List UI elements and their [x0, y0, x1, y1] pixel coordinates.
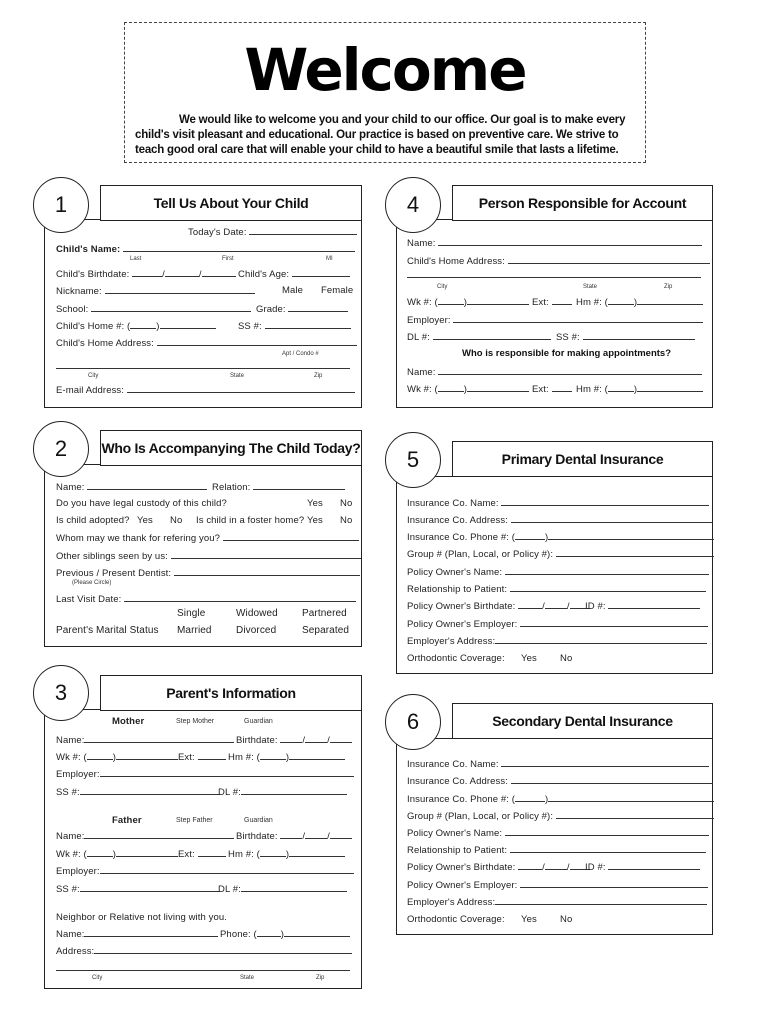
- paren: ): [545, 794, 549, 805]
- slash: /: [302, 735, 306, 746]
- name-label: Name:: [407, 238, 436, 249]
- welcome-title: Welcome: [244, 36, 526, 104]
- slash: /: [566, 862, 570, 873]
- last-visit-label: Last Visit Date:: [56, 594, 122, 605]
- marital-widowed[interactable]: Widowed: [236, 608, 278, 619]
- responsible-ext-field[interactable]: [532, 296, 572, 308]
- father-guardian-option[interactable]: Guardian: [244, 817, 273, 824]
- relationship-label: Relationship to Patient:: [407, 845, 508, 856]
- secondary-owner-employer-field[interactable]: [407, 879, 708, 891]
- section-2-title: Who Is Accompanying The Child Today?: [101, 440, 361, 456]
- siblings-field[interactable]: [56, 550, 361, 562]
- paren: ): [545, 532, 549, 543]
- appointments-ext-field[interactable]: [532, 383, 572, 395]
- father-dl-field[interactable]: [218, 883, 347, 895]
- relation-field[interactable]: [212, 481, 345, 493]
- responsible-address-field[interactable]: [407, 255, 710, 267]
- father-wk-field[interactable]: [56, 848, 178, 860]
- marital-divorced[interactable]: Divorced: [236, 625, 277, 636]
- todays-date-field[interactable]: [188, 226, 357, 238]
- slash: /: [542, 601, 545, 612]
- name-label: Name:: [407, 367, 436, 378]
- childs-name-label: Child's Name:: [56, 244, 121, 255]
- zip-hint: Zip: [314, 373, 323, 379]
- owner-employer-label: Policy Owner's Employer:: [407, 880, 518, 891]
- adopted-no[interactable]: No: [170, 515, 183, 526]
- birthdate-label: Birthdate:: [236, 831, 278, 842]
- please-circle-hint: (Please Circle): [72, 580, 112, 586]
- city-hint: City: [437, 284, 448, 290]
- ins-phone-label: Insurance Co. Phone #: (: [407, 794, 516, 805]
- responsible-city-line[interactable]: [407, 277, 701, 278]
- school-field[interactable]: [56, 303, 251, 315]
- secondary-id-field[interactable]: [585, 861, 700, 873]
- accompany-name-field[interactable]: [56, 481, 207, 493]
- relationship-label: Relationship to Patient:: [407, 584, 508, 595]
- group-label: Group # (Plan, Local, or Policy #):: [407, 811, 554, 822]
- ext-label: Ext:: [532, 297, 549, 308]
- section-3-header: [100, 675, 362, 711]
- marital-married[interactable]: Married: [177, 625, 212, 636]
- slash: /: [542, 862, 545, 873]
- ss-label: SS #:: [56, 787, 80, 798]
- father-ss-field[interactable]: [56, 883, 220, 895]
- age-label: Child's Age:: [238, 269, 290, 280]
- section-5-header: [452, 441, 713, 477]
- employer-address-label: Employer's Address:: [407, 636, 496, 647]
- section-6-header: [452, 703, 713, 739]
- mother-wk-field[interactable]: [56, 751, 178, 763]
- welcome-box: [124, 22, 646, 163]
- mi-hint: MI: [326, 256, 333, 262]
- section-3-number-text: 3: [54, 680, 68, 705]
- father-ext-field[interactable]: [178, 848, 226, 860]
- state-hint: State: [583, 284, 598, 290]
- child-home-address-field[interactable]: [56, 337, 357, 349]
- mother-option[interactable]: [112, 716, 144, 727]
- secondary-ins-phone-field[interactable]: [407, 793, 714, 805]
- neighbor-name-field[interactable]: [56, 928, 218, 940]
- wk-label: Wk #: (: [56, 849, 87, 860]
- primary-ins-address-field[interactable]: [407, 514, 713, 526]
- appointments-name-field[interactable]: [407, 366, 702, 378]
- id-label: ID #:: [585, 601, 606, 612]
- responsible-dl-field[interactable]: [407, 331, 551, 343]
- section-1-number: [33, 177, 89, 233]
- state-hint: State: [240, 975, 255, 981]
- section-4-number-text: 4: [406, 192, 420, 217]
- section-6-number: [385, 694, 441, 750]
- primary-owner-name-field[interactable]: [407, 566, 709, 578]
- dentist-label: Previous / Present Dentist:: [56, 568, 172, 579]
- neighbor-city-line[interactable]: [56, 970, 350, 971]
- mother-birthdate-field[interactable]: [236, 734, 352, 746]
- secondary-relationship-field[interactable]: [407, 844, 706, 856]
- email-field[interactable]: [56, 384, 355, 396]
- email-label: E-mail Address:: [56, 385, 125, 396]
- section-1-number-text: 1: [54, 192, 68, 217]
- father-birthdate-field[interactable]: [236, 830, 352, 842]
- responsible-name-field[interactable]: [407, 237, 702, 249]
- mother-hm-field[interactable]: [228, 751, 345, 763]
- nickname-field[interactable]: [56, 285, 255, 297]
- paren: ): [463, 297, 468, 308]
- mother-employer-field[interactable]: [56, 768, 354, 780]
- owner-birthdate-label: Policy Owner's Birthdate:: [407, 601, 516, 612]
- section-5-number-text: 5: [406, 447, 420, 472]
- secondary-employer-address-field[interactable]: [407, 896, 707, 908]
- section-5-title: Primary Dental Insurance: [501, 451, 664, 467]
- section-3-number: [33, 665, 89, 721]
- ins-name-label: Insurance Co. Name:: [407, 759, 499, 770]
- wk-label: Wk #: (: [56, 752, 87, 763]
- hm-label: Hm #: (: [228, 752, 260, 763]
- id-label: ID #:: [585, 862, 606, 873]
- section-6-number-text: 6: [406, 709, 420, 734]
- ins-name-label: Insurance Co. Name:: [407, 498, 499, 509]
- ss-label: SS #:: [556, 332, 580, 343]
- mother-label: Mother: [112, 716, 145, 727]
- section-4-header: [452, 185, 713, 221]
- section-6-title: Secondary Dental Insurance: [492, 713, 673, 729]
- secondary-group-field[interactable]: [407, 810, 714, 822]
- owner-birthdate-label: Policy Owner's Birthdate:: [407, 862, 516, 873]
- childs-name-field[interactable]: [56, 243, 355, 255]
- thank-label: Whom may we thank for refering you?: [56, 533, 221, 544]
- responsible-wk-field[interactable]: [407, 296, 529, 308]
- ins-address-label: Insurance Co. Address:: [407, 515, 508, 526]
- home-phone-label: Child's Home #: (: [56, 321, 131, 332]
- welcome-text: We would like to welcome you and your child to our office. Our goal is to make every child's visit pleasant and educational. Our practice is based on preventive care. We strive to teach good oral care that will enable your child to have a beautiful smile that lasts a lifetime.: [135, 114, 626, 156]
- slash: /: [302, 831, 306, 842]
- foster-no[interactable]: No: [340, 515, 353, 526]
- relation-label: Relation:: [212, 482, 251, 493]
- section-3-title: Parent's Information: [166, 685, 296, 701]
- ss-label: SS #:: [238, 321, 262, 332]
- thank-field[interactable]: [56, 532, 359, 544]
- school-label: School:: [56, 304, 89, 315]
- responsible-employer-field[interactable]: [407, 314, 703, 326]
- neighbor-address-field[interactable]: [56, 945, 352, 957]
- ext-label: Ext:: [532, 384, 549, 395]
- father-employer-field[interactable]: [56, 865, 354, 877]
- step-mother-option[interactable]: Step Mother: [176, 718, 215, 725]
- birthdate-label: Child's Birthdate:: [56, 269, 130, 280]
- primary-ortho-label: Orthodontic Coverage:: [407, 653, 505, 664]
- dl-label: DL #:: [218, 787, 241, 798]
- child-birthdate-field[interactable]: [56, 268, 236, 280]
- father-hm-field[interactable]: [228, 848, 345, 860]
- zip-hint: Zip: [316, 975, 325, 981]
- section-2-number-text: 2: [54, 436, 68, 461]
- primary-relationship-field[interactable]: [407, 583, 706, 595]
- wk-label: Wk #: (: [407, 384, 438, 395]
- owner-name-label: Policy Owner's Name:: [407, 828, 503, 839]
- child-ss-field[interactable]: [238, 320, 351, 332]
- employer-label: Employer:: [407, 315, 451, 326]
- mother-dl-field[interactable]: [218, 786, 347, 798]
- siblings-label: Other siblings seen by us:: [56, 551, 168, 562]
- ext-label: Ext:: [178, 752, 195, 763]
- mother-guardian-option[interactable]: Guardian: [244, 718, 273, 725]
- paren: ): [156, 321, 160, 332]
- paren: ): [633, 297, 638, 308]
- custody-question: Do you have legal custody of this child?: [56, 498, 227, 509]
- primary-id-field[interactable]: [585, 600, 700, 612]
- foster-question: Is child in a foster home?: [196, 515, 305, 526]
- zip-hint: Zip: [664, 284, 673, 290]
- hm-label: Hm #: (: [576, 297, 608, 308]
- address-label: Address:: [56, 946, 95, 957]
- section-1-title: Tell Us About Your Child: [153, 195, 309, 211]
- state-hint: State: [230, 373, 245, 379]
- secondary-ortho-label: Orthodontic Coverage:: [407, 914, 505, 925]
- birthdate-label: Birthdate:: [236, 735, 278, 746]
- name-label: Name:: [56, 831, 85, 842]
- secondary-ins-name-field[interactable]: [407, 758, 709, 770]
- male-option[interactable]: Male: [282, 285, 303, 296]
- primary-ortho-no[interactable]: No: [560, 653, 573, 664]
- mother-ext-field[interactable]: [178, 751, 226, 763]
- marital-status-label: Parent's Marital Status: [56, 625, 159, 636]
- dl-label: DL #:: [407, 332, 430, 343]
- slash: /: [327, 735, 330, 746]
- slash: /: [566, 601, 570, 612]
- last-visit-field[interactable]: [56, 593, 356, 605]
- secondary-ins-address-field[interactable]: [407, 775, 713, 787]
- appointments-wk-field[interactable]: [407, 383, 529, 395]
- primary-ins-phone-field[interactable]: [407, 531, 714, 543]
- secondary-ortho-yes[interactable]: Yes: [521, 914, 537, 925]
- paren: ): [112, 752, 117, 763]
- grade-field[interactable]: [256, 303, 348, 315]
- ins-address-label: Insurance Co. Address:: [407, 776, 508, 787]
- father-option[interactable]: [112, 815, 142, 826]
- paren: ): [285, 849, 290, 860]
- paren: ): [633, 384, 638, 395]
- primary-owner-employer-field[interactable]: [407, 618, 708, 630]
- employer-address-label: Employer's Address:: [407, 897, 496, 908]
- dentist-field[interactable]: [56, 567, 360, 579]
- nickname-label: Nickname:: [56, 286, 102, 297]
- custody-no[interactable]: No: [340, 498, 353, 509]
- secondary-ortho-no[interactable]: No: [560, 914, 573, 925]
- appointments-hm-field[interactable]: [576, 383, 703, 395]
- phone-label: Phone: (: [220, 929, 257, 940]
- marital-partnered[interactable]: Partnered: [302, 608, 347, 619]
- hm-label: Hm #: (: [228, 849, 260, 860]
- ext-label: Ext:: [178, 849, 195, 860]
- slash: /: [162, 269, 165, 280]
- paren: ): [280, 929, 284, 940]
- name-label: Name:: [56, 482, 85, 493]
- first-hint: First: [222, 256, 234, 262]
- primary-owner-birthdate-field[interactable]: [407, 600, 590, 612]
- home-address-label: Child's Home Address:: [407, 256, 505, 267]
- wk-label: Wk #: (: [407, 297, 438, 308]
- ins-phone-label: Insurance Co. Phone #: (: [407, 532, 516, 543]
- last-hint: Last: [130, 256, 142, 262]
- city-hint: City: [92, 975, 103, 981]
- paren: ): [463, 384, 468, 395]
- city-state-zip-line[interactable]: [56, 368, 350, 369]
- responsible-ss-field[interactable]: [556, 331, 695, 343]
- todays-date-label: Today's Date:: [188, 227, 247, 238]
- section-5-number: [385, 432, 441, 488]
- mother-ss-field[interactable]: [56, 786, 220, 798]
- slash: /: [198, 269, 202, 280]
- ss-label: SS #:: [56, 884, 80, 895]
- primary-ins-name-field[interactable]: [407, 497, 709, 509]
- step-father-option[interactable]: Step Father: [176, 817, 213, 824]
- paren: ): [285, 752, 290, 763]
- name-label: Name:: [56, 735, 85, 746]
- adopted-question: Is child adopted?: [56, 515, 130, 526]
- marital-separated[interactable]: Separated: [302, 625, 350, 636]
- appointments-heading: Who is responsible for making appointments?: [462, 348, 672, 359]
- dl-label: DL #:: [218, 884, 241, 895]
- group-label: Group # (Plan, Local, or Policy #):: [407, 549, 554, 560]
- paren: ): [112, 849, 117, 860]
- father-label: Father: [112, 815, 142, 826]
- owner-employer-label: Policy Owner's Employer:: [407, 619, 518, 630]
- employer-label: Employer:: [56, 866, 100, 877]
- employer-label: Employer:: [56, 769, 100, 780]
- child-age-field[interactable]: [238, 268, 350, 280]
- section-4-number: [385, 177, 441, 233]
- female-option[interactable]: Female: [321, 285, 354, 296]
- father-name-field[interactable]: [56, 830, 234, 842]
- marital-single[interactable]: Single: [177, 608, 206, 619]
- name-label: Name:: [56, 929, 85, 940]
- adopted-yes[interactable]: Yes: [137, 515, 153, 526]
- foster-yes[interactable]: Yes: [307, 515, 323, 526]
- mother-name-field[interactable]: [56, 734, 234, 746]
- city-hint: City: [88, 373, 99, 379]
- neighbor-heading: Neighbor or Relative not living with you.: [56, 912, 227, 923]
- secondary-owner-name-field[interactable]: [407, 827, 709, 839]
- neighbor-phone-field[interactable]: [220, 928, 350, 940]
- responsible-hm-field[interactable]: [576, 296, 703, 308]
- section-2-number: [33, 421, 89, 477]
- primary-employer-address-field[interactable]: [407, 635, 707, 647]
- secondary-owner-birthdate-field[interactable]: [407, 861, 590, 873]
- home-address-label: Child's Home Address:: [56, 338, 154, 349]
- slash: /: [327, 831, 330, 842]
- hm-label: Hm #: (: [576, 384, 608, 395]
- custody-yes[interactable]: Yes: [307, 498, 323, 509]
- section-2-header: [100, 430, 362, 466]
- grade-label: Grade:: [256, 304, 286, 315]
- apt-hint: Apt / Condo #: [282, 351, 319, 357]
- primary-group-field[interactable]: [407, 548, 714, 560]
- section-4-title: Person Responsible for Account: [478, 195, 687, 211]
- owner-name-label: Policy Owner's Name:: [407, 567, 503, 578]
- primary-ortho-yes[interactable]: Yes: [521, 653, 537, 664]
- child-home-phone-field[interactable]: [56, 320, 216, 332]
- section-1-header: [100, 185, 362, 221]
